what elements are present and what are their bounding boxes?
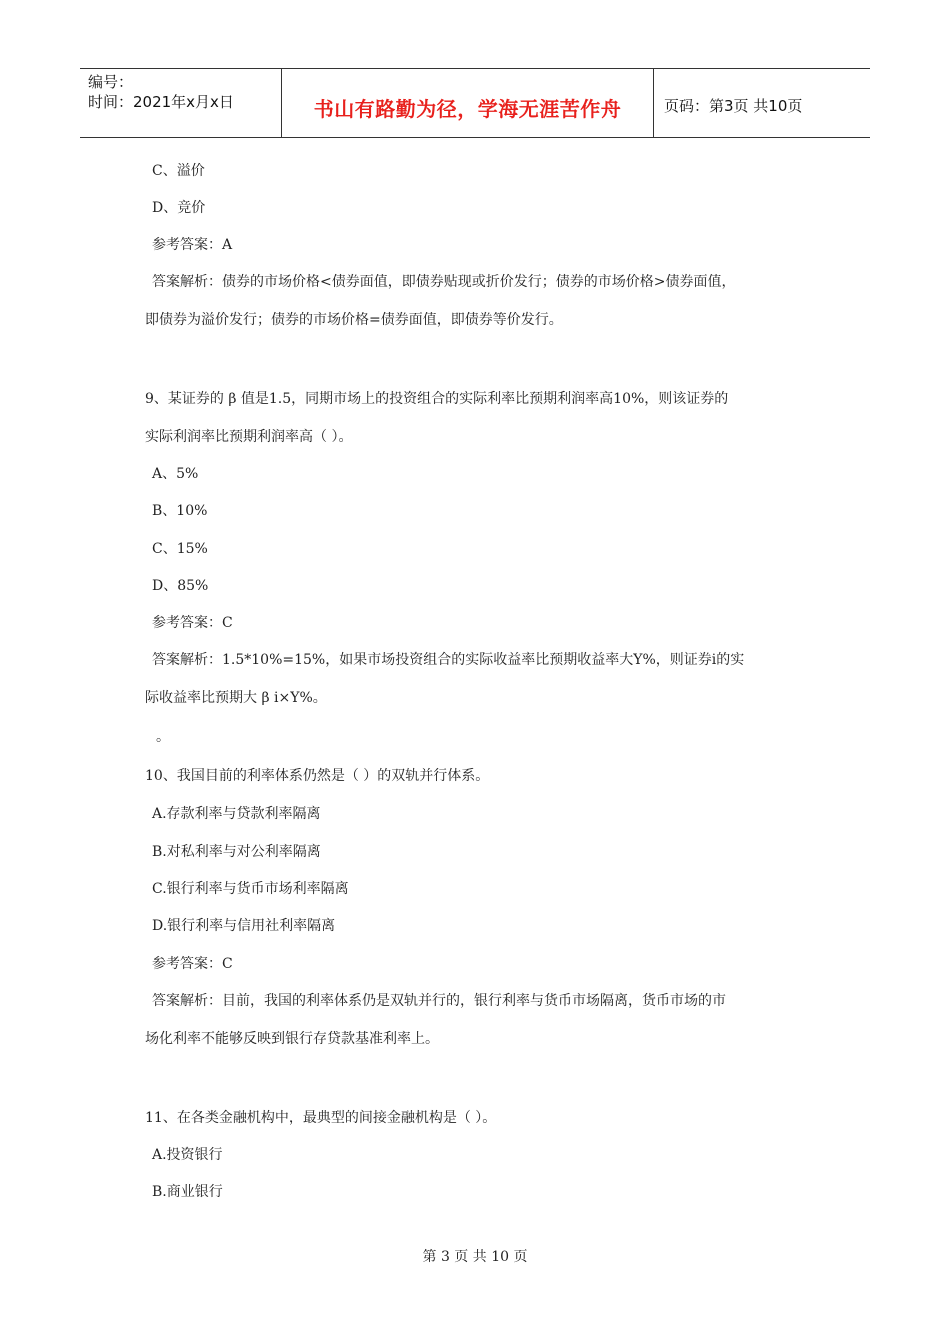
reference-answer: 参考答案：C: [152, 615, 233, 631]
number-label: 编号：: [88, 73, 134, 91]
option-a: A.存款利率与贷款利率隔离: [152, 806, 321, 822]
reference-answer: 参考答案：A: [152, 237, 233, 253]
question-10: 10、我国目前的利率体系仍然是（ ）的双轨并行体系。: [145, 768, 490, 784]
question-9-cont: 实际利润率比预期利润率高（ ）。: [145, 429, 353, 445]
option-a: A、5%: [152, 466, 199, 482]
option-c: C、溢价: [152, 163, 205, 179]
answer-explanation-cont: 即债券为溢价发行；债券的市场价格=债券面值，即债券等价发行。: [145, 312, 563, 328]
stray-period: 。: [156, 729, 170, 745]
option-d: D、竞价: [152, 200, 206, 216]
header-meta-cell: [80, 69, 282, 137]
header-motto-cell: [282, 69, 654, 137]
reference-answer: 参考答案：C: [152, 956, 233, 972]
option-c: C、15%: [152, 541, 208, 557]
answer-explanation: 答案解析：目前，我国的利率体系仍是双轨并行的，银行利率与货币市场隔离，货币市场的市: [152, 993, 726, 1009]
time-label: 时间：2021年x月x日: [88, 93, 234, 111]
option-d: D、85%: [152, 578, 209, 594]
answer-explanation: 答案解析：1.5*10%=15%，如果市场投资组合的实际收益率比预期收益率大Y%，则证券i的实: [152, 652, 745, 668]
answer-explanation-cont: 际收益率比预期大 β i×Y%。: [145, 690, 327, 706]
answer-explanation-cont: 场化利率不能够反映到银行存贷款基准利率上。: [145, 1031, 439, 1047]
option-a: A.投资银行: [152, 1147, 223, 1163]
question-9: 9、某证券的 β 值是1.5，同期市场上的投资组合的实际利率比预期利润率高10%，则该证券的: [145, 391, 729, 407]
option-b: B.商业银行: [152, 1184, 223, 1200]
page-info: 页码：第3页 共10页: [664, 97, 803, 115]
page-header: [80, 68, 870, 138]
option-d: D.银行利率与信用社利率隔离: [152, 918, 336, 934]
option-b: B、10%: [152, 503, 208, 519]
question-11: 11、在各类金融机构中，最典型的间接金融机构是（ ）。: [145, 1110, 497, 1126]
option-b: B.对私利率与对公利率隔离: [152, 844, 321, 860]
header-page-cell: [654, 69, 870, 137]
motto-text: 书山有路勤为径，学海无涯苦作舟: [313, 97, 622, 121]
page-footer: 第 3 页 共 10 页: [422, 1249, 528, 1265]
option-c: C.银行利率与货币市场利率隔离: [152, 881, 349, 897]
answer-explanation: 答案解析：债券的市场价格<债券面值，即债券贴现或折价发行；债券的市场价格>债券面值，: [152, 274, 736, 290]
